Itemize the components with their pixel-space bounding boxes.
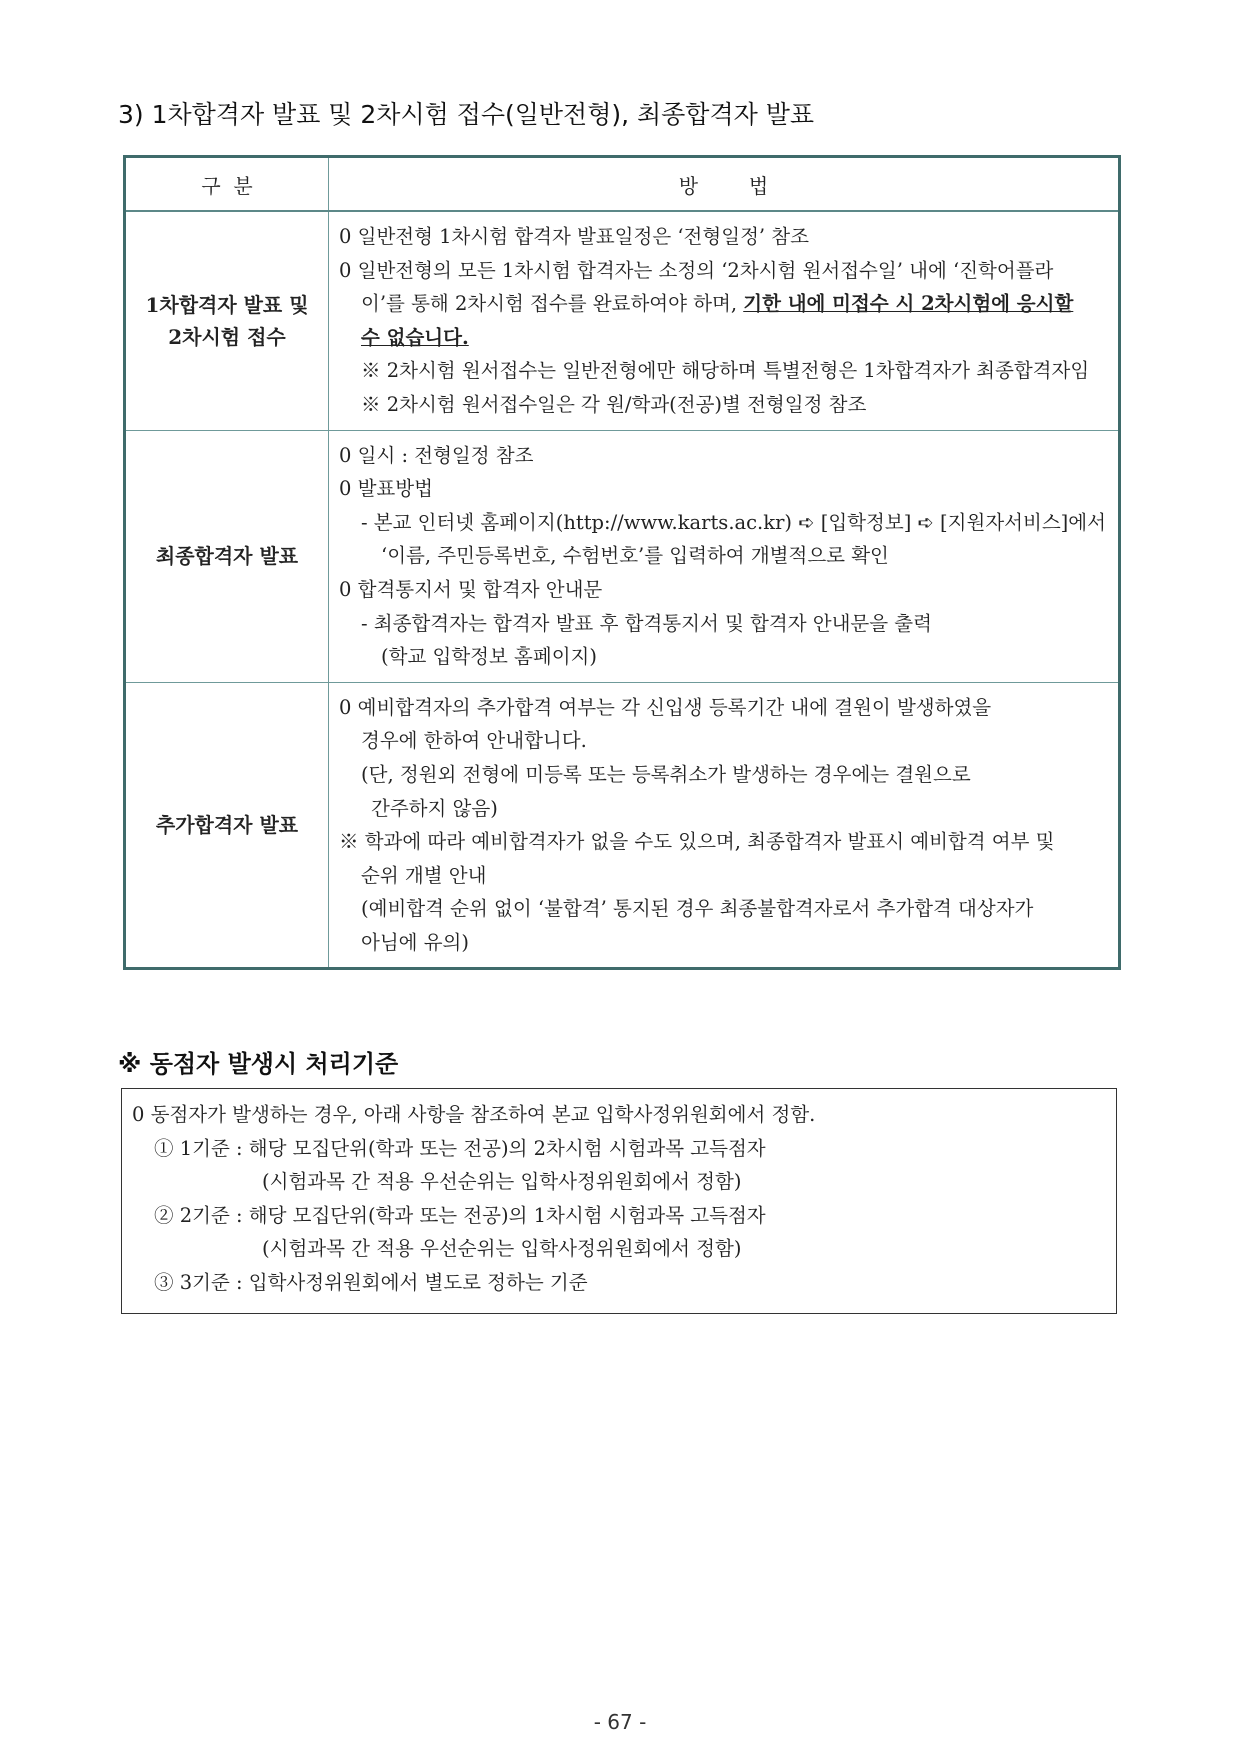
note-line: ※ 2차시험 원서접수는 일반전형에만 해당하며 특별전형은 1차합격자가 최종합격자임 <box>361 359 1090 383</box>
content-line: 경우에 한하여 안내합니다. <box>361 729 587 753</box>
warning-text: 수 없습니다. <box>361 325 469 349</box>
content-line <box>339 287 1108 321</box>
content-line: - 최종합격자는 합격자 발표 후 합격통지서 및 합격자 안내문을 출력 <box>361 611 932 635</box>
content-line: 간주하지 않음) <box>371 796 498 820</box>
content-line: 0 일반전형의 모든 1차시험 합격자는 소정의 ‘2차시험 원서접수일’ 내에 ‘진학어플라 <box>339 258 1054 282</box>
table-row <box>125 430 1120 682</box>
table-row <box>125 211 1120 430</box>
column-header-method: 방 법 <box>329 157 1120 212</box>
content-line: 0 발표방법 <box>339 477 433 501</box>
content-line: 0 예비합격자의 추가합격 여부는 각 신입생 등록기간 내에 결원이 발생하였을 <box>339 695 992 719</box>
content-line: 0 일시 : 전형일정 참조 <box>339 443 534 467</box>
tie-criterion-note: (시험과목 간 적용 우선순위는 입학사정위원회에서 정함) <box>262 1170 742 1194</box>
content-line: 0 합격통지서 및 합격자 안내문 <box>339 577 603 601</box>
section-title: 3) 1차합격자 발표 및 2차시험 접수(일반전형), 최종합격자 발표 <box>118 100 815 129</box>
warning-text: 기한 내에 미접수 시 2차시험에 응시할 <box>743 292 1074 316</box>
content-line: (학교 입학정보 홈페이지) <box>381 645 597 669</box>
note-line: ※ 2차시험 원서접수일은 각 원/학과(전공)별 전형일정 참조 <box>361 392 867 416</box>
content-line: ‘이름, 주민등록번호, 수험번호’를 입력하여 개별적으로 확인 <box>381 544 889 568</box>
tie-criterion: ③ 3기준 : 입학사정위원회에서 별도로 정하는 기준 <box>154 1270 588 1294</box>
row-content <box>329 682 1120 969</box>
row-label <box>125 211 329 430</box>
row-label-line: 2차시험 접수 <box>168 324 286 349</box>
row-content <box>329 430 1120 682</box>
row-label-line: 추가합격자 발표 <box>155 813 299 838</box>
tie-criterion-note: (시험과목 간 적용 우선순위는 입학사정위원회에서 정함) <box>262 1237 742 1261</box>
content-text: 이’를 통해 2차시험 접수를 완료하여야 하며, <box>361 292 738 316</box>
note-line: ※ 학과에 따라 예비합격자가 없을 수도 있으며, 최종합격자 발표시 예비합격 여부 및 <box>339 830 1055 854</box>
note-line: 순위 개별 안내 <box>361 863 487 887</box>
row-label <box>125 430 329 682</box>
announcement-table <box>123 155 1121 970</box>
content-line: - 본교 인터넷 홈페이지(http://www.karts.ac.kr) ➪ [입학정보] ➪ [지원자서비스]에서 <box>361 510 1106 534</box>
content-line: (단, 정원외 전형에 미등록 또는 등록취소가 발생하는 경우에는 결원으로 <box>361 762 971 786</box>
tie-criterion: ② 2기준 : 해당 모집단위(학과 또는 전공)의 1차시험 시험과목 고득점자 <box>154 1203 766 1227</box>
tie-rule-box <box>121 1088 1117 1314</box>
page-number: - 67 - <box>593 1710 647 1734</box>
row-label-line: 최종합격자 발표 <box>155 544 299 569</box>
content-line <box>339 321 1108 355</box>
row-label <box>125 682 329 969</box>
content-line: 0 일반전형 1차시험 합격자 발표일정은 ‘전형일정’ 참조 <box>339 225 809 248</box>
column-header-category: 구 분 <box>125 157 329 212</box>
note-line: 아님에 유의) <box>361 930 469 954</box>
tie-criterion: ① 1기준 : 해당 모집단위(학과 또는 전공)의 2차시험 시험과목 고득점자 <box>154 1136 766 1160</box>
table-row <box>125 682 1120 969</box>
row-content <box>329 211 1120 430</box>
row-label-line: 1차합격자 발표 및 <box>145 292 309 317</box>
table-header-row <box>125 157 1120 212</box>
tie-line: 0 동점자가 발생하는 경우, 아래 사항을 참조하여 본교 입학사정위원회에서 정함. <box>132 1103 816 1126</box>
note-line: (예비합격 순위 없이 ‘불합격’ 통지된 경우 최종불합격자로서 추가합격 대상자가 <box>361 897 1034 921</box>
tie-rule-title: ※ 동점자 발생시 처리기준 <box>118 1050 399 1078</box>
